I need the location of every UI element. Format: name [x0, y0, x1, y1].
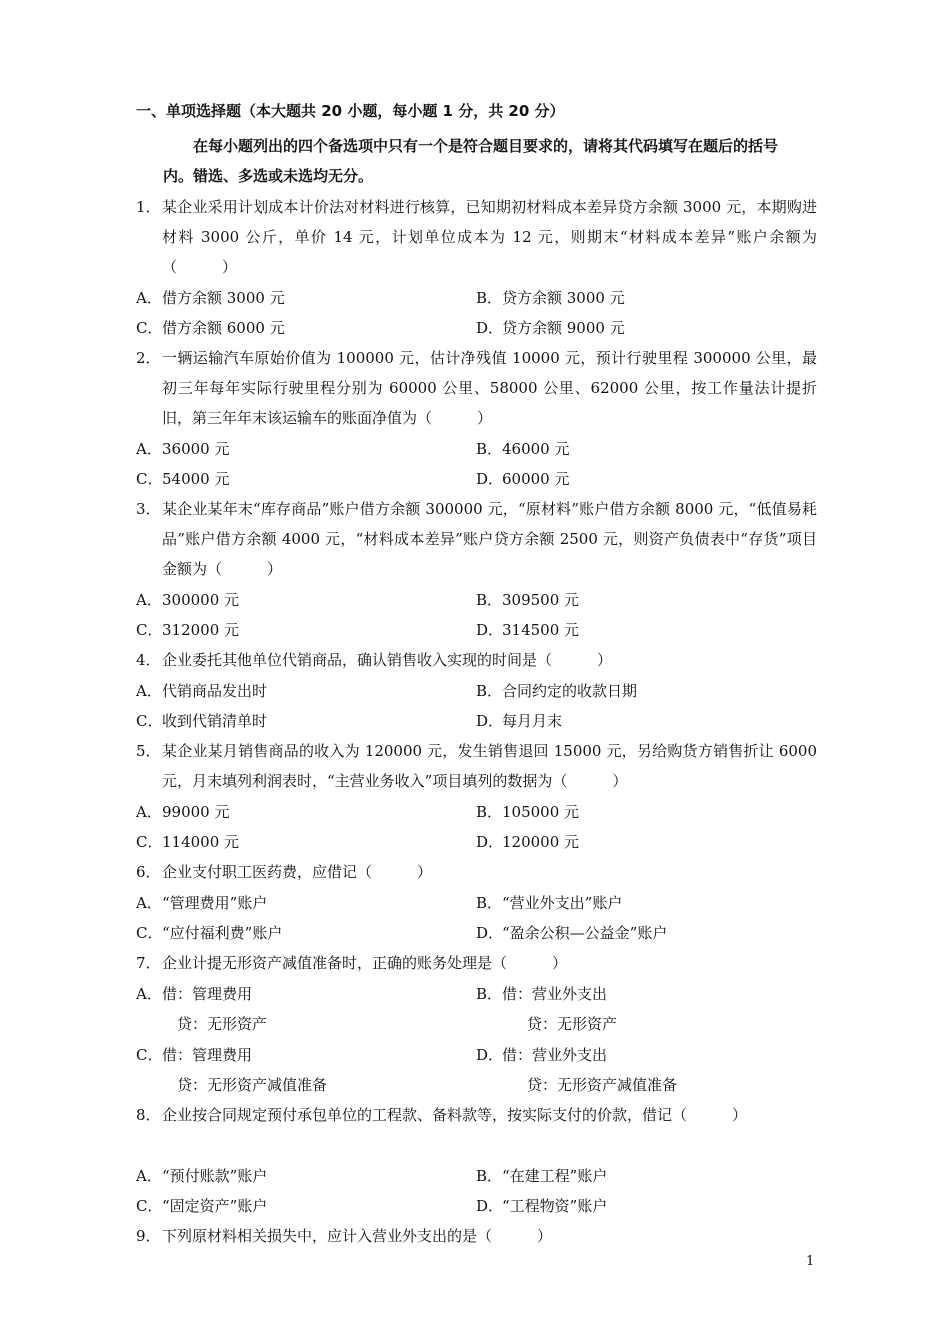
- option-label: A．: [136, 985, 162, 1003]
- question-text: 某企业采用计划成本计价法对材料进行核算，已知期初材料成本差异贷方余额 3000 元，本期购进材料 3000 公斤，单价 14 元，计划单位成本为 12 元，则期末“材料成本差异”账户余额为（ ）: [162, 198, 817, 276]
- option-7-a-credit: 贷：无形资产: [177, 1015, 268, 1033]
- option-label: C．: [136, 712, 163, 730]
- question-text: 一辆运输汽车原始价值为 100000 元，估计净残值 10000 元，预计行驶里程 300000 公里，最初三年每年实际行驶里程分别为 60000 公里、58000 公里、62000 公里，按工作量法计提折旧，第三年年末该运输车的账面净值为（ ）: [162, 349, 817, 427]
- option-text: “盈余公积—公益金”账户: [502, 924, 668, 942]
- option-5-b: [476, 797, 579, 827]
- option-7-b: [476, 979, 607, 1009]
- option-text: “管理费用”账户: [162, 894, 268, 912]
- question-number: 6．: [136, 863, 161, 881]
- question-5: [136, 736, 817, 796]
- option-label: D．: [476, 1197, 504, 1215]
- option-text: 代销商品发出时: [162, 682, 268, 700]
- option-text: 99000 元: [162, 803, 230, 821]
- option-label: C．: [136, 621, 163, 639]
- option-5-a: [136, 797, 230, 827]
- option-7-c: [136, 1040, 252, 1070]
- option-1-d: [476, 313, 625, 343]
- question-number: 4．: [136, 651, 161, 669]
- option-text: 借：管理费用: [162, 985, 253, 1003]
- option-text: “应付福利费”账户: [162, 924, 283, 942]
- option-2-c: [136, 464, 230, 494]
- question-1: [136, 192, 817, 282]
- option-3-d: [476, 615, 579, 645]
- option-6-a: [136, 888, 267, 918]
- option-label: D．: [476, 470, 504, 488]
- question-text: 企业计提无形资产减值准备时，正确的账务处理是（ ）: [162, 954, 568, 972]
- option-text: 收到代销清单时: [162, 712, 268, 730]
- section-title: 一、单项选择题（本大题共 20 小题，每小题 1 分，共 20 分）: [136, 102, 565, 120]
- option-label: C．: [136, 1197, 163, 1215]
- question-text: 企业支付职工医药费，应借记（ ）: [162, 863, 433, 881]
- option-label: D．: [476, 833, 504, 851]
- option-text: 借方余额 3000 元: [162, 289, 285, 307]
- option-text: 120000 元: [502, 833, 580, 851]
- option-5-c: [136, 827, 239, 857]
- option-label: A．: [136, 289, 162, 307]
- option-text: 贷方余额 3000 元: [502, 289, 625, 307]
- section-instruction: 在每小题列出的四个备选项中只有一个是符合题目要求的，请将其代码填写在题后的括号内。错选、多选或未选均无分。: [163, 137, 779, 185]
- question-text: 企业按合同规定预付承包单位的工程款、备料款等，按实际支付的价款，借记（ ）: [162, 1106, 748, 1124]
- option-text: 314500 元: [502, 621, 580, 639]
- option-label: C．: [136, 470, 163, 488]
- option-label: B．: [476, 1167, 503, 1185]
- question-number: 7．: [136, 954, 161, 972]
- option-4-d: [476, 706, 562, 736]
- option-4-b: [476, 676, 637, 706]
- option-8-a: [136, 1161, 267, 1191]
- option-label: D．: [476, 712, 504, 730]
- option-text: 312000 元: [162, 621, 240, 639]
- option-8-b: [476, 1161, 607, 1191]
- option-label: B．: [476, 591, 503, 609]
- page-number: 1: [806, 1254, 815, 1269]
- option-7-a: [136, 979, 252, 1009]
- option-7-d-credit: 贷：无形资产减值准备: [527, 1076, 678, 1094]
- option-text: “预付账款”账户: [162, 1167, 268, 1185]
- option-text: 贷方余额 9000 元: [502, 319, 625, 337]
- option-3-a: [136, 585, 239, 615]
- option-label: A．: [136, 591, 162, 609]
- option-text: 借方余额 6000 元: [162, 319, 285, 337]
- option-text: 合同约定的收款日期: [502, 682, 638, 700]
- option-label: A．: [136, 894, 162, 912]
- question-number: 8．: [136, 1106, 161, 1124]
- option-label: D．: [476, 924, 504, 942]
- option-label: A．: [136, 440, 162, 458]
- option-8-c: [136, 1191, 267, 1221]
- question-9: [136, 1221, 817, 1251]
- option-text: 309500 元: [502, 591, 580, 609]
- question-number: 5．: [136, 742, 161, 760]
- option-4-a: [136, 676, 267, 706]
- question-text: 某企业某年末“库存商品”账户借方余额 300000 元，“原材料”账户借方余额 8000 元，“低值易耗品”账户借方余额 4000 元，“材料成本差异”账户贷方余额 2500 元，则资产负债表中“存货”项目金额为（ ）: [162, 500, 817, 578]
- option-label: C．: [136, 833, 163, 851]
- option-2-d: [476, 464, 570, 494]
- option-text: 105000 元: [502, 803, 580, 821]
- option-label: C．: [136, 924, 163, 942]
- option-label: B．: [476, 440, 503, 458]
- question-number: 2．: [136, 349, 161, 367]
- option-1-a: [136, 283, 285, 313]
- option-7-c-credit: 贷：无形资产减值准备: [177, 1076, 328, 1094]
- option-label: C．: [136, 1046, 163, 1064]
- question-number: 1．: [136, 198, 161, 216]
- option-text: 借：营业外支出: [502, 985, 608, 1003]
- option-7-b-credit: 贷：无形资产: [527, 1015, 618, 1033]
- option-text: 36000 元: [162, 440, 230, 458]
- option-6-d: [476, 918, 667, 948]
- option-label: B．: [476, 985, 503, 1003]
- option-label: D．: [476, 319, 504, 337]
- option-2-a: [136, 434, 230, 464]
- option-1-b: [476, 283, 625, 313]
- option-label: C．: [136, 319, 163, 337]
- option-label: D．: [476, 1046, 504, 1064]
- question-2: [136, 343, 817, 433]
- option-text: 54000 元: [162, 470, 230, 488]
- option-label: A．: [136, 1167, 162, 1185]
- option-text: 114000 元: [162, 833, 240, 851]
- option-label: B．: [476, 894, 503, 912]
- option-label: D．: [476, 621, 504, 639]
- option-text: 300000 元: [162, 591, 240, 609]
- option-text: “在建工程”账户: [502, 1167, 608, 1185]
- question-text: 下列原材料相关损失中，应计入营业外支出的是（ ）: [162, 1227, 553, 1245]
- option-text: 每月月末: [502, 712, 563, 730]
- option-text: “营业外支出”账户: [502, 894, 623, 912]
- question-3: [136, 494, 817, 584]
- option-text: 借：营业外支出: [502, 1046, 608, 1064]
- option-label: B．: [476, 682, 503, 700]
- question-8: [136, 1100, 817, 1130]
- question-number: 3．: [136, 500, 161, 518]
- option-5-d: [476, 827, 579, 857]
- option-4-c: [136, 706, 267, 736]
- question-text: 企业委托其他单位代销商品，确认销售收入实现的时间是（ ）: [162, 651, 613, 669]
- option-7-d: [476, 1040, 607, 1070]
- option-text: “工程物资”账户: [502, 1197, 608, 1215]
- option-6-c: [136, 918, 282, 948]
- question-text: 某企业某月销售商品的收入为 120000 元，发生销售退回 15000 元，另给购货方销售折让 6000 元，月末填列利润表时，“主营业务收入”项目填列的数据为（ ）: [162, 742, 817, 790]
- option-text: 46000 元: [502, 440, 570, 458]
- option-label: A．: [136, 682, 162, 700]
- option-text: “固定资产”账户: [162, 1197, 268, 1215]
- option-label: A．: [136, 803, 162, 821]
- option-1-c: [136, 313, 285, 343]
- option-3-b: [476, 585, 579, 615]
- question-number: 9．: [136, 1227, 161, 1245]
- option-label: B．: [476, 289, 503, 307]
- option-3-c: [136, 615, 239, 645]
- option-8-d: [476, 1191, 607, 1221]
- option-2-b: [476, 434, 570, 464]
- option-text: 60000 元: [502, 470, 570, 488]
- question-4: [136, 645, 817, 675]
- question-6: [136, 857, 817, 887]
- option-6-b: [476, 888, 622, 918]
- question-7: [136, 948, 817, 978]
- option-text: 借：管理费用: [162, 1046, 253, 1064]
- option-label: B．: [476, 803, 503, 821]
